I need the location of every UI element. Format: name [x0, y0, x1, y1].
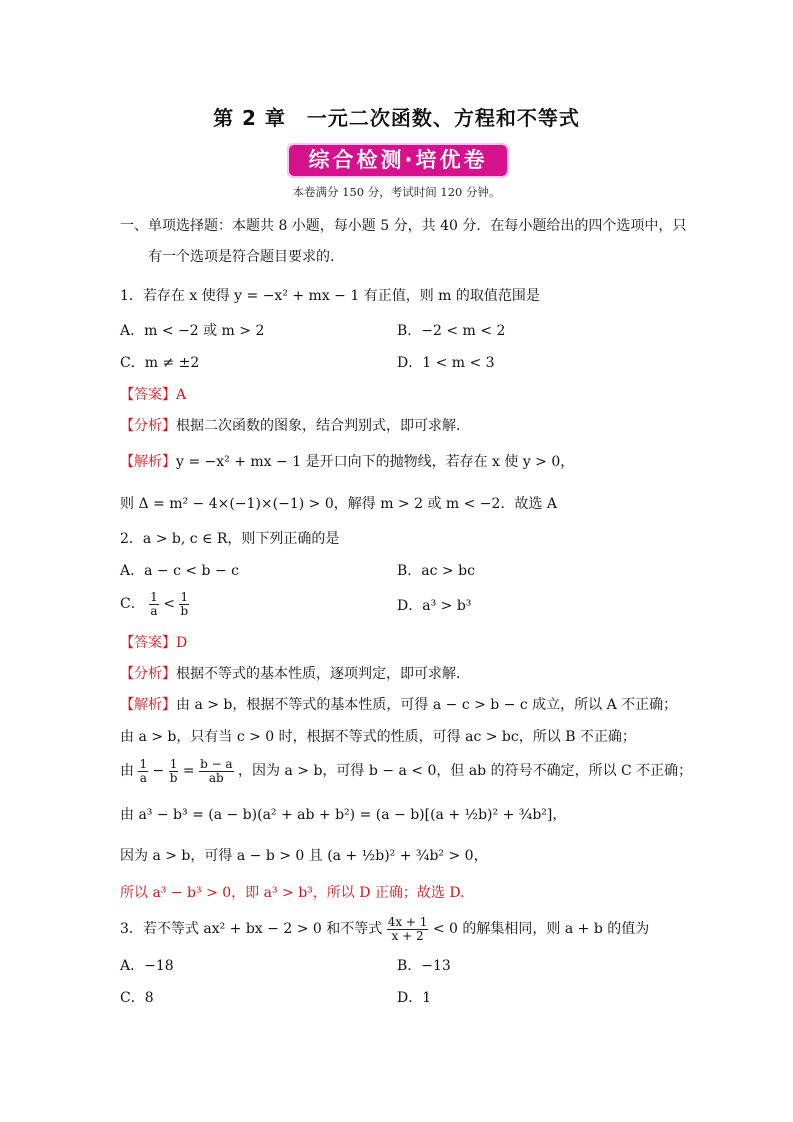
section-heading-line1: 一、单项选择题：本题共 8 小题，每小题 5 分，共 40 分．在每小题给出的四个选项中，只	[120, 218, 687, 234]
question-2-option-a: A．a − c < b − c	[120, 563, 239, 579]
question-2-solution-line6: 所以 a³ − b³ > 0，即 a³ > b³，所以 D 正确；故选 D.	[120, 885, 465, 901]
page-title: 第 2 章 一元二次函数、方程和不等式	[213, 106, 580, 130]
question-2-solution-line1: 【解析】由 a > b，根据不等式的基本性质，可得 a − c > b − c 成立，所以 A 不正确；	[120, 697, 678, 713]
question-2-option-d: D．a³ > b³	[397, 598, 472, 614]
question-2-solution-line4: 由 a³ − b³ = (a − b)(a² + ab + b²) = (a − b)[(a + ½b)² + ¾b²]，	[120, 807, 567, 823]
exam-type-badge: 综合检测·培优卷	[287, 143, 509, 178]
question-3-option-b: B．−13	[397, 958, 451, 974]
question-1-answer: 【答案】A	[120, 387, 187, 403]
exam-note: 本卷满分 150 分，考试时间 120 分钟。	[292, 185, 501, 199]
section-heading-line2: 有一个选项是符合题目要求的.	[148, 249, 335, 265]
question-1-option-d: D．1 < m < 3	[397, 355, 495, 371]
question-2-option-c: C． $\frac{1}{a}$ < $\frac{1}{b}$	[120, 590, 189, 618]
question-2-option-b: B．ac > bc	[397, 563, 475, 579]
question-2-solution-line3: 由 $\frac{1}{a}$ − $\frac{1}{b}$ = $\frac{b - a}{ab}$ ，因为 a > b，可得 b − a < 0，但 ab 的符号不确定，所以 C 不正确；	[120, 757, 693, 785]
question-3-option-a: A．−18	[120, 958, 174, 974]
question-1-solution-line2: 则 Δ = m² − 4×(−1)×(−1) > 0，解得 m > 2 或 m < −2．故选 A	[120, 496, 558, 512]
question-1-analysis: 【分析】根据二次函数的图象，结合判别式，即可求解．	[120, 418, 470, 434]
question-2-solution-line5: 因为 a > b，可得 a − b > 0 且 (a + ½b)² + ¾b² > 0，	[120, 848, 488, 864]
question-3-option-c: C．8	[120, 990, 154, 1006]
question-1-solution-line1: 【解析】y = −x² + mx − 1 是开口向下的抛物线，若存在 x 使 y > 0，	[120, 454, 575, 470]
question-2-solution-line2: 由 a > b，只有当 c > 0 时，根据不等式的性质，可得 ac > bc，所以 B 不正确；	[120, 729, 636, 745]
question-3-option-d: D．1	[397, 990, 432, 1006]
question-1-option-a: A．m < −2 或 m > 2	[120, 323, 265, 339]
question-2-analysis: 【分析】根据不等式的基本性质，逐项判定，即可求解．	[120, 666, 470, 682]
question-2-answer: 【答案】D	[120, 635, 188, 651]
question-1-option-c: C．m ≠ ±2	[120, 355, 200, 371]
question-1-option-b: B．−2 < m < 2	[397, 323, 506, 339]
question-3-stem: 3．若不等式 ax² + bx − 2 > 0 和不等式 $\frac{4x + 1}{x + 2}$ < 0 的解集相同，则 a + b 的值为	[120, 915, 650, 943]
question-2-stem: 2．a > b, c ∈ R，则下列正确的是	[120, 531, 340, 547]
question-1-stem: 1．若存在 x 使得 y = −x² + mx − 1 有正值，则 m 的取值范围是	[120, 288, 540, 304]
